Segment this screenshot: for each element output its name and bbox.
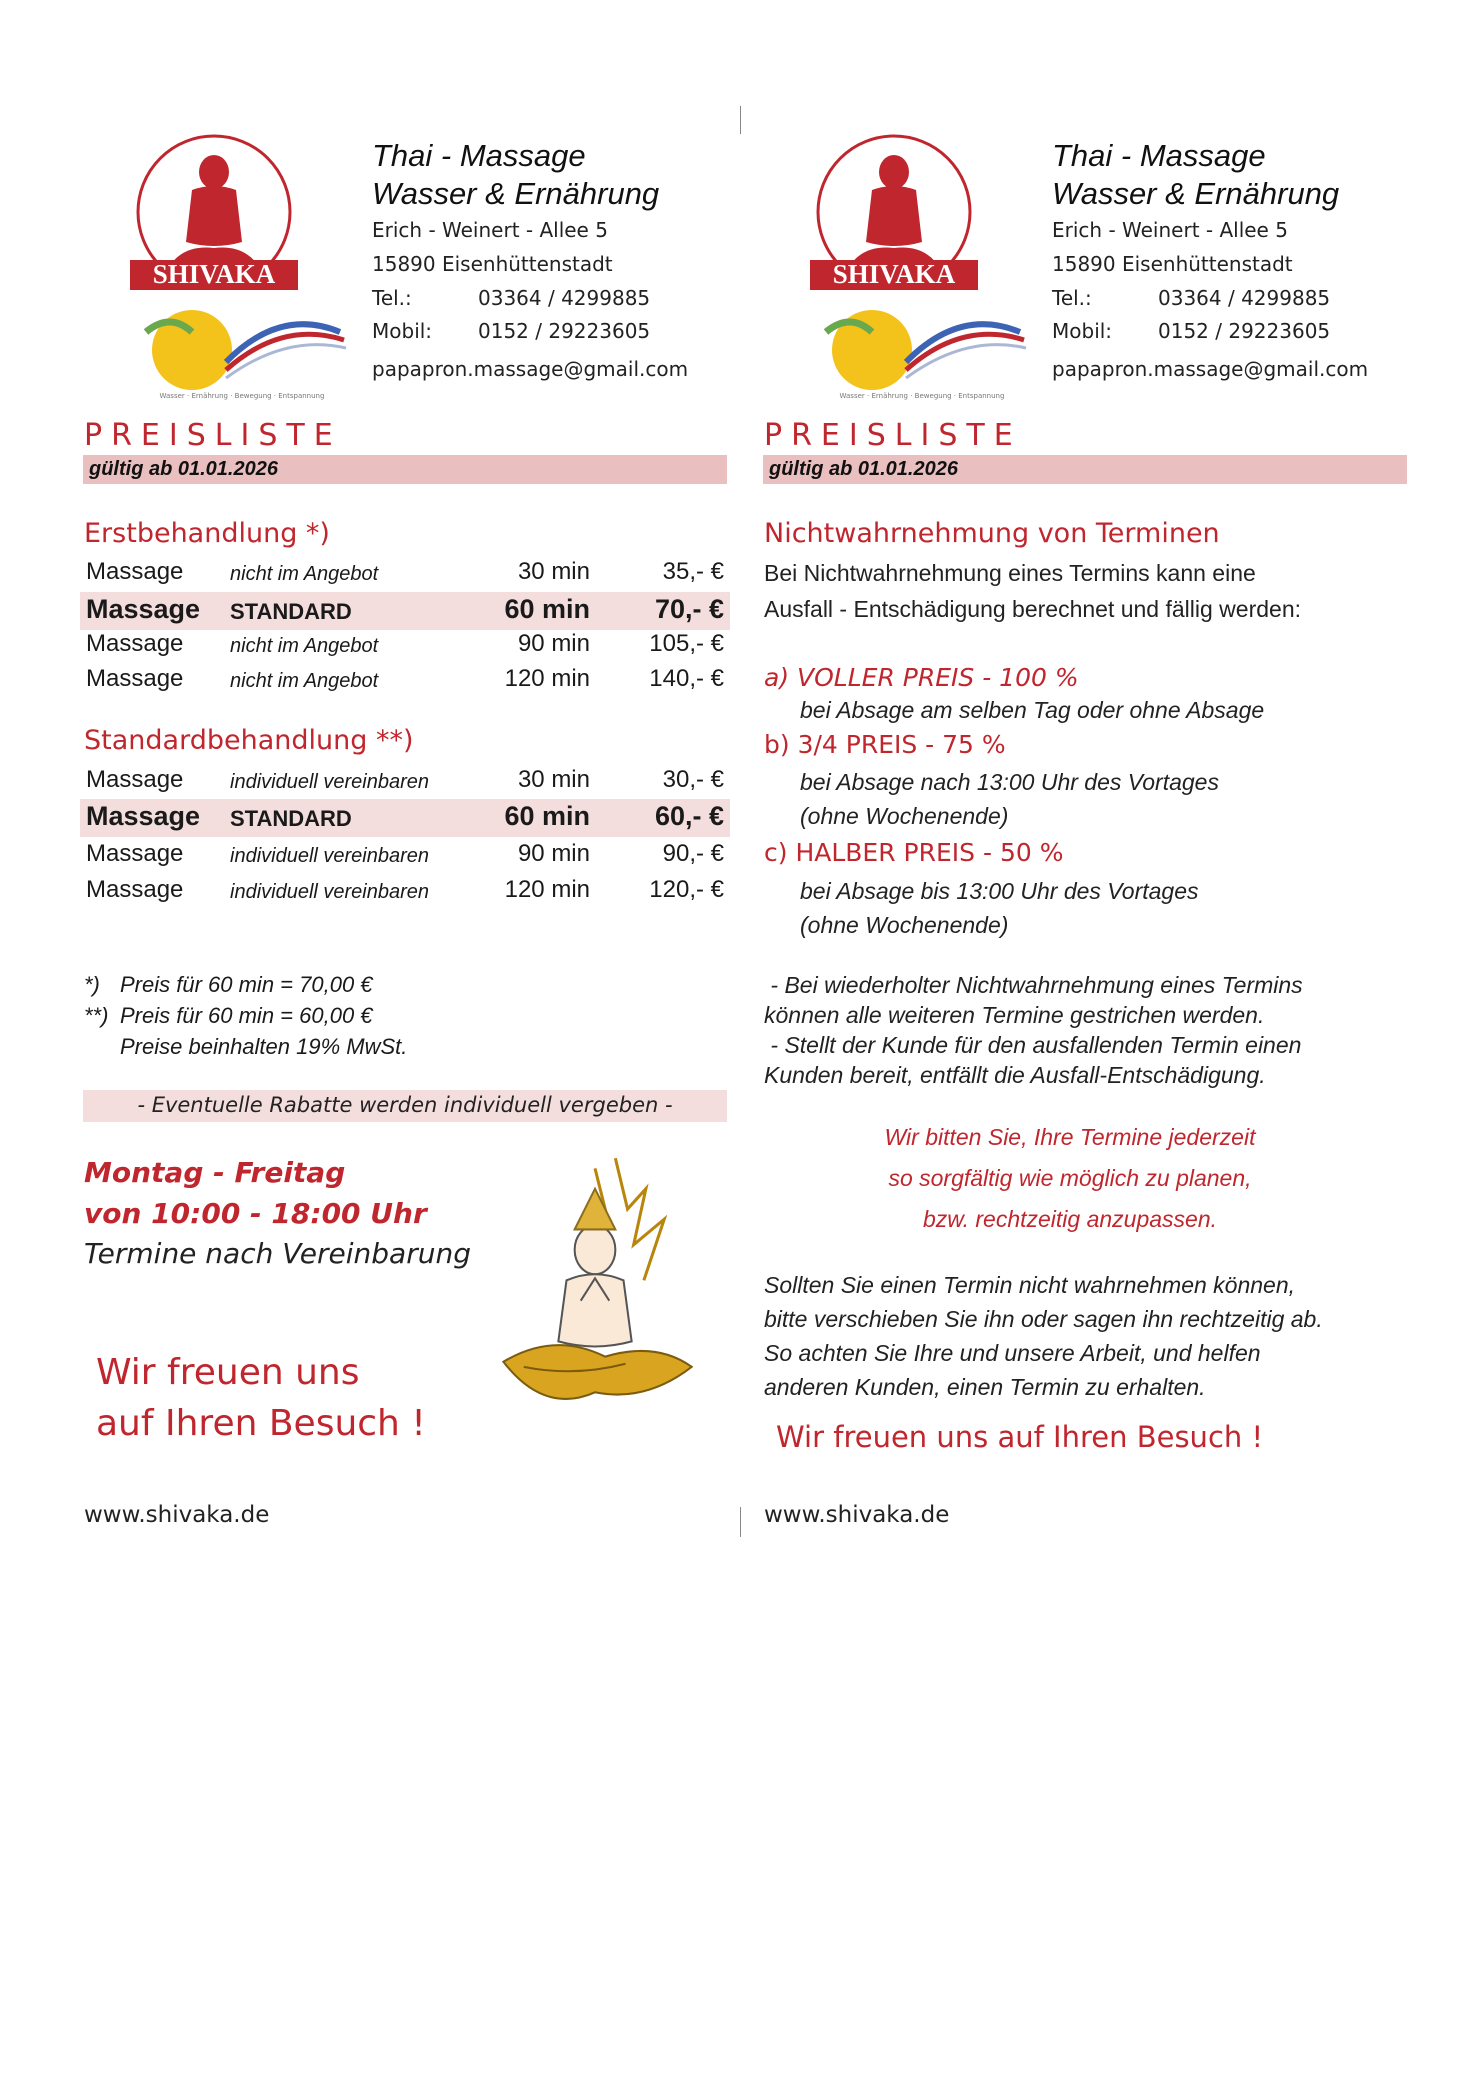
website-link[interactable]: www.shivaka.de [84, 1502, 270, 1528]
preisliste-heading: PREISLISTE [764, 418, 1022, 453]
option-b-label: b) 3/4 PREIS - 75 % [764, 730, 1006, 759]
address-city: 15890 Eisenhüttenstadt [372, 252, 613, 276]
policy-line-4: Kunden bereit, entfällt die Ausfall-Entschädigung. [764, 1062, 1266, 1088]
shivaka-logo [810, 132, 1034, 402]
option-c-text-2: (ohne Wochenende) [800, 912, 1009, 938]
closing-line-4: anderen Kunden, einen Termin zu erhalten. [764, 1374, 1206, 1400]
address-city: 15890 Eisenhüttenstadt [1052, 252, 1293, 276]
row-desc: individuell vereinbaren [230, 845, 430, 867]
row-duration: 90 min [517, 840, 590, 867]
intro-line-2: Ausfall - Entschädigung berechnet und fällig werden: [764, 596, 1302, 622]
valid-from-bar [83, 455, 727, 484]
header-title-1: Thai - Massage [1052, 138, 1266, 173]
right-panel [760, 0, 1480, 1560]
request-line-2: so sorgfältig wie möglich zu planen, [888, 1165, 1252, 1191]
row-duration: 60 min [504, 594, 590, 624]
mobil-number[interactable]: 0152 / 29223605 [1158, 319, 1331, 343]
header-title-1: Thai - Massage [372, 138, 586, 173]
row-price: 140,- € [649, 665, 724, 692]
price-row-highlight [80, 799, 730, 837]
email-link[interactable]: papapron.massage@gmail.com [372, 357, 689, 381]
row-name: Massage [86, 630, 184, 657]
address-street: Erich - Weinert - Allee 5 [1052, 218, 1288, 242]
intro-line-1: Bei Nichtwahrnehmung eines Termins kann eine [764, 560, 1256, 586]
opening-days: Montag - Freitag [84, 1156, 346, 1189]
row-name: Massage [86, 558, 184, 585]
row-name: Massage [86, 801, 201, 831]
address-street: Erich - Weinert - Allee 5 [372, 218, 608, 242]
row-duration: 120 min [504, 876, 590, 903]
row-price: 105,- € [649, 630, 724, 657]
rabatt-text: - Eventuelle Rabatte werden individuell vergeben - [137, 1093, 673, 1117]
rabatt-bar [83, 1090, 727, 1122]
website-link[interactable]: www.shivaka.de [764, 1502, 950, 1528]
price-row [80, 766, 730, 800]
opening-hours: von 10:00 - 18:00 Uhr [84, 1197, 427, 1230]
row-name: Massage [86, 766, 184, 793]
row-duration: 90 min [517, 630, 590, 657]
erstbehandlung-heading: Erstbehandlung *) [84, 518, 330, 549]
price-row-highlight [80, 592, 730, 630]
closing-line-1: Sollten Sie einen Termin nicht wahrnehmen können, [764, 1272, 1296, 1298]
policy-line-3: - Stellt der Kunde für den ausfallenden Termin einen [764, 1032, 1302, 1058]
row-desc: nicht im Angebot [230, 670, 379, 692]
welcome-line: Wir freuen uns auf Ihren Besuch ! [776, 1420, 1264, 1454]
svg-text:SHIVAKA: SHIVAKA [832, 259, 956, 289]
svg-text:Wasser · Ernährung · Bewegung: Wasser · Ernährung · Bewegung · Entspannung [839, 392, 1005, 400]
row-price: 35,- € [662, 558, 724, 585]
nichtwahrnehmung-heading: Nichtwahrnehmung von Terminen [764, 518, 1220, 549]
footnote-mark: *) [84, 972, 100, 997]
valid-from-bar [763, 455, 1407, 484]
tel-number[interactable]: 03364 / 4299885 [478, 286, 651, 310]
row-price: 90,- € [662, 840, 724, 867]
row-price: 70,- € [654, 594, 724, 624]
request-line-3: bzw. rechtzeitig anzupassen. [922, 1206, 1218, 1232]
policy-line-1: - Bei wiederholter Nichtwahrnehmung eines Termins [764, 972, 1303, 998]
row-duration: 30 min [517, 558, 590, 585]
footnote-mark: **) [84, 1003, 109, 1028]
closing-line-3: So achten Sie Ihre und unsere Arbeit, und helfen [764, 1340, 1261, 1366]
price-row [80, 630, 730, 664]
row-price: 30,- € [662, 766, 724, 793]
option-a-label: a) VOLLER PREIS - 100 % [764, 663, 1079, 692]
valid-from-text: gültig ab 01.01.2026 [769, 458, 958, 480]
tel-number[interactable]: 03364 / 4299885 [1158, 286, 1331, 310]
mobil-label: Mobil: [372, 319, 433, 343]
policy-line-2: können alle weiteren Termine gestrichen werden. [764, 1002, 1265, 1028]
closing-line-2: bitte verschieben Sie ihn oder sagen ihn rechtzeitig ab. [764, 1306, 1323, 1332]
row-desc: individuell vereinbaren [230, 771, 430, 793]
svg-text:SHIVAKA: SHIVAKA [152, 259, 276, 289]
footnote-text: Preis für 60 min = 70,00 € [120, 972, 373, 997]
row-price: 60,- € [654, 801, 724, 831]
left-panel [80, 0, 820, 1560]
price-row [80, 840, 730, 874]
row-name: Massage [86, 594, 201, 624]
welcome-line-1: Wir freuen uns [96, 1352, 360, 1393]
row-desc: nicht im Angebot [230, 563, 379, 585]
row-desc: nicht im Angebot [230, 635, 379, 657]
footnote-text: Preise beinhalten 19% MwSt. [120, 1034, 408, 1059]
welcome-line-2: auf Ihren Besuch ! [96, 1403, 426, 1444]
mobil-label: Mobil: [1052, 319, 1113, 343]
row-duration: 30 min [517, 766, 590, 793]
option-b-text-2: (ohne Wochenende) [800, 803, 1009, 829]
option-c-text-1: bei Absage bis 13:00 Uhr des Vortages [800, 878, 1199, 904]
footnote-text: Preis für 60 min = 60,00 € [120, 1003, 373, 1028]
row-duration: 60 min [504, 801, 590, 831]
tel-label: Tel.: [372, 286, 412, 310]
option-a-text: bei Absage am selben Tag oder ohne Absage [800, 697, 1265, 723]
price-row [80, 665, 730, 699]
email-link[interactable]: papapron.massage@gmail.com [1052, 357, 1369, 381]
row-name: Massage [86, 665, 184, 692]
mobil-number[interactable]: 0152 / 29223605 [478, 319, 651, 343]
svg-text:Wasser · Ernährung · Bewegung: Wasser · Ernährung · Bewegung · Entspannung [159, 392, 325, 400]
row-desc: individuell vereinbaren [230, 881, 430, 903]
option-b-text-1: bei Absage nach 13:00 Uhr des Vortages [800, 769, 1219, 795]
tel-label: Tel.: [1052, 286, 1092, 310]
thai-dancer-illustration [490, 1148, 700, 1433]
appointment-note: Termine nach Vereinbarung [84, 1237, 471, 1270]
header-title-2: Wasser & Ernährung [1052, 176, 1340, 211]
row-duration: 120 min [504, 665, 590, 692]
preisliste-heading: PREISLISTE [84, 418, 342, 453]
header-title-2: Wasser & Ernährung [372, 176, 660, 211]
price-row [80, 558, 730, 592]
shivaka-logo [130, 132, 354, 402]
row-desc: STANDARD [230, 806, 352, 831]
row-desc: STANDARD [230, 599, 352, 624]
row-name: Massage [86, 840, 184, 867]
row-name: Massage [86, 876, 184, 903]
row-price: 120,- € [649, 876, 724, 903]
request-line-1: Wir bitten Sie, Ihre Termine jederzeit [884, 1124, 1256, 1150]
valid-from-text: gültig ab 01.01.2026 [89, 458, 278, 480]
standardbehandlung-heading: Standardbehandlung **) [84, 725, 414, 756]
option-c-label: c) HALBER PREIS - 50 % [764, 838, 1064, 867]
price-row [80, 876, 730, 910]
